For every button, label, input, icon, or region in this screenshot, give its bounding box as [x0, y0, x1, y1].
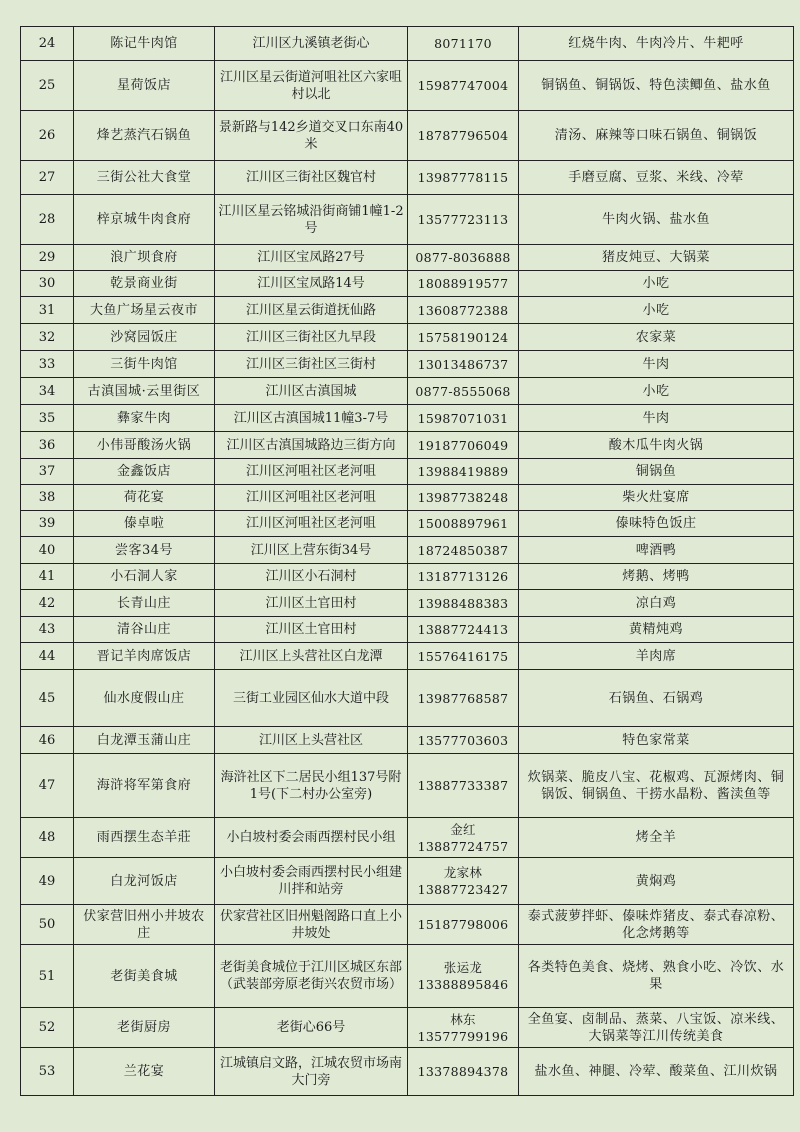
phone-cell: 15758190124 [408, 324, 519, 351]
restaurant-name-cell: 三街公社大食堂 [74, 161, 215, 195]
table-row [21, 432, 794, 459]
phone-cell: 15987747004 [408, 61, 519, 111]
phone-cell: 13378894378 [408, 1048, 519, 1096]
phone-cell: 15187798006 [408, 905, 519, 945]
table-row [21, 378, 794, 405]
address-cell: 江川区上头营社区白龙潭 [215, 643, 408, 670]
specialty-cell: 羊肉席 [519, 643, 794, 670]
specialty-cell: 柴火灶宴席 [519, 485, 794, 511]
row-number-cell: 39 [21, 511, 74, 537]
table-row [21, 1008, 794, 1048]
restaurant-name-cell: 荷花宴 [74, 485, 215, 511]
specialty-cell: 凉白鸡 [519, 590, 794, 617]
specialty-cell: 啤酒鸭 [519, 537, 794, 564]
table-row [21, 670, 794, 727]
restaurant-name-cell: 三街牛肉馆 [74, 351, 215, 378]
specialty-cell: 黄焖鸡 [519, 858, 794, 905]
address-cell: 小白坡村委会雨西摆村民小组建川拌和站旁 [215, 858, 408, 905]
row-number-cell: 44 [21, 643, 74, 670]
restaurant-name-cell: 老街厨房 [74, 1008, 215, 1048]
phone-cell: 18787796504 [408, 111, 519, 161]
row-number-cell: 40 [21, 537, 74, 564]
restaurant-name-cell: 傣卓啦 [74, 511, 215, 537]
restaurant-name-cell: 乾景商业街 [74, 271, 215, 297]
specialty-cell: 小吃 [519, 378, 794, 405]
table-row [21, 564, 794, 590]
specialty-cell: 小吃 [519, 297, 794, 324]
row-number-cell: 52 [21, 1008, 74, 1048]
phone-cell: 金红 13887724757 [408, 818, 519, 858]
row-number-cell: 27 [21, 161, 74, 195]
restaurant-name-cell: 浪广坝食府 [74, 245, 215, 271]
row-number-cell: 51 [21, 945, 74, 1008]
phone-cell: 13988488383 [408, 590, 519, 617]
phone-cell: 13988419889 [408, 459, 519, 485]
table-row [21, 727, 794, 754]
specialty-cell: 红烧牛肉、牛肉冷片、牛耙呼 [519, 27, 794, 61]
phone-cell: 张运龙 13388895846 [408, 945, 519, 1008]
address-cell: 江川区九溪镇老街心 [215, 27, 408, 61]
address-cell: 江川区古滇国城路边三街方向 [215, 432, 408, 459]
row-number-cell: 43 [21, 617, 74, 643]
table-row [21, 643, 794, 670]
address-cell: 伏家营社区旧州魁阁路口直上小井坡处 [215, 905, 408, 945]
specialty-cell: 各类特色美食、烧烤、熟食小吃、冷饮、水果 [519, 945, 794, 1008]
phone-cell: 林东 13577799196 [408, 1008, 519, 1048]
phone-cell: 13887733387 [408, 754, 519, 818]
table-row [21, 161, 794, 195]
address-cell: 江川区古滇国城11幢3-7号 [215, 405, 408, 432]
address-cell: 老街心66号 [215, 1008, 408, 1048]
address-cell: 江川区上营东街34号 [215, 537, 408, 564]
address-cell: 江川区三街社区魏官村 [215, 161, 408, 195]
address-cell: 江川区河咀社区老河咀 [215, 485, 408, 511]
row-number-cell: 28 [21, 195, 74, 245]
phone-cell: 15008897961 [408, 511, 519, 537]
address-cell: 老街美食城位于江川区城区东部（武装部旁原老街兴农贸市场） [215, 945, 408, 1008]
table-row [21, 111, 794, 161]
restaurant-table-body [21, 27, 794, 1096]
restaurant-table-container [20, 26, 784, 1096]
specialty-cell: 清汤、麻辣等口味石锅鱼、铜锅饭 [519, 111, 794, 161]
restaurant-name-cell: 陈记牛肉馆 [74, 27, 215, 61]
table-row [21, 459, 794, 485]
restaurant-name-cell: 兰花宴 [74, 1048, 215, 1096]
table-row [21, 351, 794, 378]
address-cell: 江川区星云街道河咀社区六家咀村以北 [215, 61, 408, 111]
address-cell: 江川区小石洞村 [215, 564, 408, 590]
table-row [21, 617, 794, 643]
phone-cell: 13887724413 [408, 617, 519, 643]
phone-cell: 0877-8036888 [408, 245, 519, 271]
address-cell: 江川区河咀社区老河咀 [215, 459, 408, 485]
phone-cell: 0877-8555068 [408, 378, 519, 405]
row-number-cell: 32 [21, 324, 74, 351]
specialty-cell: 牛肉火锅、盐水鱼 [519, 195, 794, 245]
phone-cell: 13187713126 [408, 564, 519, 590]
table-row [21, 61, 794, 111]
row-number-cell: 35 [21, 405, 74, 432]
address-cell: 江川区土官田村 [215, 590, 408, 617]
table-row [21, 905, 794, 945]
phone-cell: 18088919577 [408, 271, 519, 297]
restaurant-name-cell: 海浒将军第食府 [74, 754, 215, 818]
address-cell: 江川区宝凤路27号 [215, 245, 408, 271]
specialty-cell: 盐水鱼、神腿、冷荤、酸菜鱼、江川炊锅 [519, 1048, 794, 1096]
restaurant-name-cell: 仙水度假山庄 [74, 670, 215, 727]
table-row [21, 245, 794, 271]
address-cell: 江城镇启文路，江城农贸市场南大门旁 [215, 1048, 408, 1096]
row-number-cell: 50 [21, 905, 74, 945]
restaurant-name-cell: 长青山庄 [74, 590, 215, 617]
phone-cell: 13987778115 [408, 161, 519, 195]
restaurant-name-cell: 白龙潭玉蒲山庄 [74, 727, 215, 754]
specialty-cell: 炊锅菜、脆皮八宝、花椒鸡、瓦源烤肉、铜锅饭、铜锅鱼、干捞水晶粉、酱渎鱼等 [519, 754, 794, 818]
specialty-cell: 酸木瓜牛肉火锅 [519, 432, 794, 459]
row-number-cell: 41 [21, 564, 74, 590]
table-row [21, 511, 794, 537]
table-row [21, 537, 794, 564]
restaurant-name-cell: 大鱼广场星云夜市 [74, 297, 215, 324]
row-number-cell: 29 [21, 245, 74, 271]
specialty-cell: 全鱼宴、卤制品、蒸菜、八宝饭、凉米线、大锅菜等江川传统美食 [519, 1008, 794, 1048]
row-number-cell: 47 [21, 754, 74, 818]
phone-cell: 8071170 [408, 27, 519, 61]
specialty-cell: 黄精炖鸡 [519, 617, 794, 643]
address-cell: 江川区古滇国城 [215, 378, 408, 405]
specialty-cell: 特色家常菜 [519, 727, 794, 754]
phone-cell: 龙家林 13887723427 [408, 858, 519, 905]
row-number-cell: 49 [21, 858, 74, 905]
address-cell: 江川区三街社区三街村 [215, 351, 408, 378]
specialty-cell: 石锅鱼、石锅鸡 [519, 670, 794, 727]
address-cell: 小白坡村委会雨西摆村民小组 [215, 818, 408, 858]
specialty-cell: 小吃 [519, 271, 794, 297]
phone-cell: 13577703603 [408, 727, 519, 754]
table-row [21, 590, 794, 617]
address-cell: 江川区土官田村 [215, 617, 408, 643]
specialty-cell: 烤全羊 [519, 818, 794, 858]
phone-cell: 13013486737 [408, 351, 519, 378]
specialty-cell: 烤鹅、烤鸭 [519, 564, 794, 590]
address-cell: 江川区三街社区九早段 [215, 324, 408, 351]
specialty-cell: 手磨豆腐、豆浆、米线、冷荤 [519, 161, 794, 195]
address-cell: 江川区河咀社区老河咀 [215, 511, 408, 537]
row-number-cell: 25 [21, 61, 74, 111]
row-number-cell: 31 [21, 297, 74, 324]
row-number-cell: 38 [21, 485, 74, 511]
row-number-cell: 48 [21, 818, 74, 858]
row-number-cell: 24 [21, 27, 74, 61]
table-row [21, 195, 794, 245]
table-row [21, 754, 794, 818]
row-number-cell: 30 [21, 271, 74, 297]
restaurant-name-cell: 小石洞人家 [74, 564, 215, 590]
table-row [21, 271, 794, 297]
table-row [21, 1048, 794, 1096]
row-number-cell: 36 [21, 432, 74, 459]
address-cell: 江川区星云铭城沿街商铺1幢1-2号 [215, 195, 408, 245]
row-number-cell: 46 [21, 727, 74, 754]
table-row [21, 297, 794, 324]
row-number-cell: 45 [21, 670, 74, 727]
restaurant-name-cell: 古滇国城·云里街区 [74, 378, 215, 405]
specialty-cell: 傣味特色饭庄 [519, 511, 794, 537]
table-row [21, 945, 794, 1008]
specialty-cell: 牛肉 [519, 405, 794, 432]
phone-cell: 13608772388 [408, 297, 519, 324]
restaurant-name-cell: 白龙河饭店 [74, 858, 215, 905]
table-row [21, 818, 794, 858]
phone-cell: 15987071031 [408, 405, 519, 432]
address-cell: 江川区宝凤路14号 [215, 271, 408, 297]
restaurant-name-cell: 烽艺蒸汽石锅鱼 [74, 111, 215, 161]
address-cell: 海浒社区下二居民小组137号附1号(下二村办公室旁) [215, 754, 408, 818]
restaurant-table [20, 26, 794, 1096]
specialty-cell: 铜锅鱼 [519, 459, 794, 485]
phone-cell: 13987768587 [408, 670, 519, 727]
specialty-cell: 泰式菠萝拌虾、傣味炸猪皮、泰式春凉粉、化念烤鹅等 [519, 905, 794, 945]
address-cell: 景新路与142乡道交叉口东南40米 [215, 111, 408, 161]
phone-cell: 15576416175 [408, 643, 519, 670]
restaurant-name-cell: 星荷饭店 [74, 61, 215, 111]
row-number-cell: 42 [21, 590, 74, 617]
restaurant-name-cell: 老街美食城 [74, 945, 215, 1008]
restaurant-name-cell: 清谷山庄 [74, 617, 215, 643]
table-row [21, 27, 794, 61]
specialty-cell: 猪皮炖豆、大锅菜 [519, 245, 794, 271]
phone-cell: 13987738248 [408, 485, 519, 511]
restaurant-name-cell: 小伟哥酸汤火锅 [74, 432, 215, 459]
table-row [21, 324, 794, 351]
restaurant-name-cell: 金鑫饭店 [74, 459, 215, 485]
restaurant-name-cell: 雨西摆生态羊莊 [74, 818, 215, 858]
row-number-cell: 33 [21, 351, 74, 378]
phone-cell: 18724850387 [408, 537, 519, 564]
row-number-cell: 34 [21, 378, 74, 405]
row-number-cell: 53 [21, 1048, 74, 1096]
address-cell: 三街工业园区仙水大道中段 [215, 670, 408, 727]
restaurant-name-cell: 彝家牛肉 [74, 405, 215, 432]
address-cell: 江川区上头营社区 [215, 727, 408, 754]
phone-cell: 19187706049 [408, 432, 519, 459]
specialty-cell: 铜锅鱼、铜锅饭、特色渎鲫鱼、盐水鱼 [519, 61, 794, 111]
specialty-cell: 牛肉 [519, 351, 794, 378]
table-row [21, 485, 794, 511]
row-number-cell: 37 [21, 459, 74, 485]
address-cell: 江川区星云街道抚仙路 [215, 297, 408, 324]
table-row [21, 405, 794, 432]
restaurant-name-cell: 梓京城牛肉食府 [74, 195, 215, 245]
restaurant-name-cell: 沙窝园饭庄 [74, 324, 215, 351]
row-number-cell: 26 [21, 111, 74, 161]
phone-cell: 13577723113 [408, 195, 519, 245]
specialty-cell: 农家菜 [519, 324, 794, 351]
table-row [21, 858, 794, 905]
restaurant-name-cell: 尝客34号 [74, 537, 215, 564]
restaurant-name-cell: 晋记羊肉席饭店 [74, 643, 215, 670]
restaurant-name-cell: 伏家营旧州小井坡农庄 [74, 905, 215, 945]
